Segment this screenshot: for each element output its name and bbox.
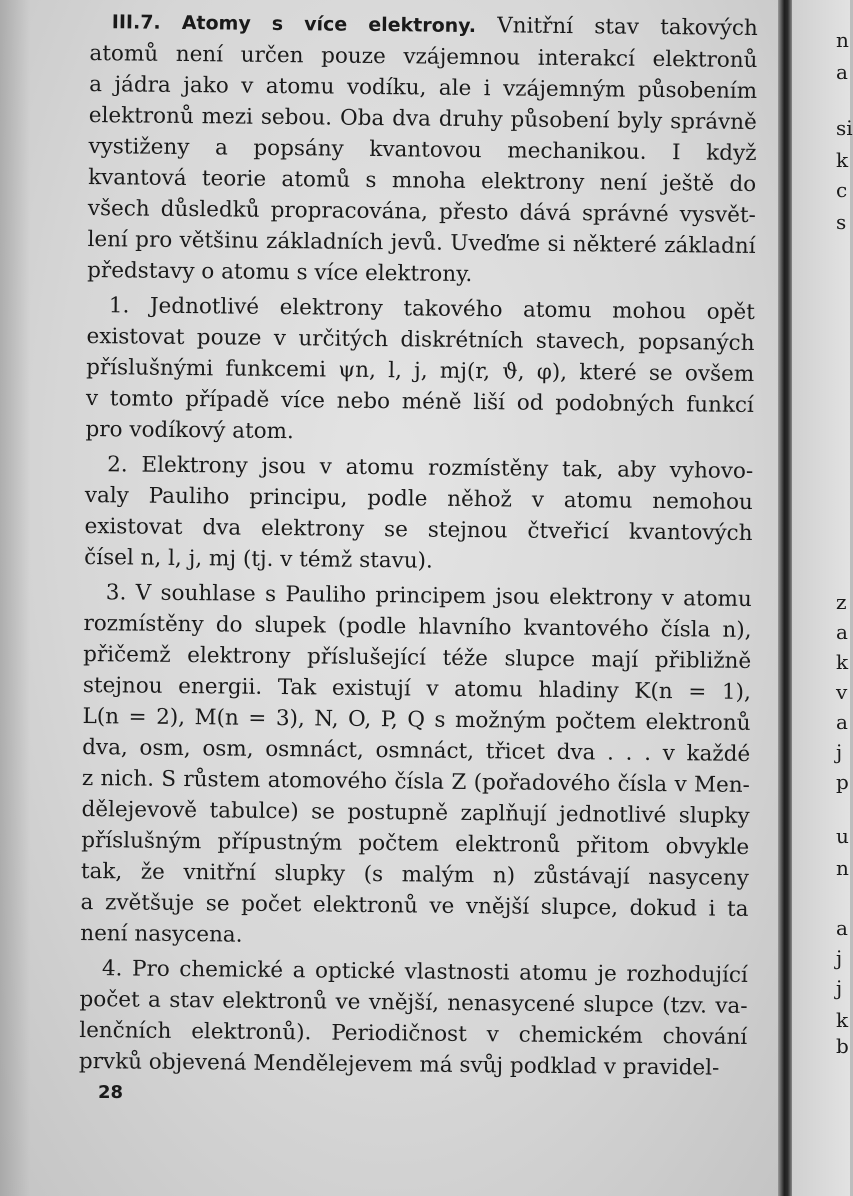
section-title: Atomy s více elektrony. — [160, 11, 498, 38]
item3-line: dva, osm, osm, osmnáct, osmnáct, třicet dva . . . v každé — [82, 734, 751, 767]
item3-line: rozmístěny do slupek (podle hlavního kvantového čísla n), — [83, 610, 752, 643]
item1-line: 1. Jednotlivé elektrony takového atomu mohou opět — [108, 293, 755, 325]
adjacent-page-letter: v — [836, 680, 848, 704]
item3-line: a zvětšuje se počet elektronů ve vnější slupce, dokud i ta — [80, 889, 749, 922]
page-shadow — [0, 0, 30, 1196]
item3-line: není nasycena. — [80, 920, 243, 948]
item4-line: prvků objevená Mendělejevem má svůj podklad v pravidel- — [78, 1048, 720, 1081]
section-number: III.7. — [111, 11, 161, 34]
item2-line: čísel n, l, j, mj (tj. v témž stavu). — [84, 544, 433, 574]
intro-line: atomů není určen pouze vzájemnou interakcí elektronů — [89, 40, 758, 73]
adjacent-page-letter: k — [836, 650, 849, 674]
item3-line: L(n = 2), M(n = 3), N, O, P, Q s možným počtem elektronů — [82, 703, 751, 736]
item3-line: příslušným přípustným počtem elektronů přitom obvykle — [81, 827, 750, 860]
adjacent-page-letter: a — [836, 710, 848, 734]
intro-line: kvantová teorie atomů s mnoha elektrony není ještě do — [88, 164, 757, 197]
item3-line: tak, že vnitřní slupky (s malým n) zůstávají nasyceny — [80, 858, 750, 891]
adjacent-page-letter: n — [836, 28, 849, 52]
adjacent-page-letter: u — [836, 824, 849, 848]
item4-line: počet a stav elektronů ve vnější, nenasycené slupce (tzv. va- — [79, 986, 748, 1019]
adjacent-page-letter: a — [836, 60, 848, 84]
adjacent-page-letter: j — [836, 740, 843, 764]
adjacent-page-letter: k — [836, 148, 849, 172]
item4-line: lenčních elektronů). Periodičnost v chemickém chování — [79, 1017, 748, 1050]
adjacent-page-letter: a — [836, 620, 848, 644]
item2-line: existovat dva elektrony se stejnou čtveřicí kvantových — [84, 513, 753, 546]
intro-text: Vnitřní stav takových — [497, 13, 758, 41]
item3-line: dělejevově tabulce) se postupně zaplňují jednotlivé slupky — [81, 796, 750, 829]
adjacent-page-letter: j — [836, 946, 843, 970]
item4-line: 4. Pro chemické a optické vlastnosti atomu je rozhodující — [101, 956, 749, 988]
page-number: 28 — [98, 1082, 124, 1103]
page-text — [79, 6, 758, 1084]
adjacent-page-letter: s — [836, 210, 847, 234]
adjacent-page-letter: b — [836, 1034, 849, 1058]
item3-line: přičemž elektrony příslušející téže slupce mají přibližně — [83, 641, 752, 674]
intro-line: představy o atomu s více elektrony. — [87, 257, 473, 288]
item1-line: příslušnými funkcemi ψn, l, j, mj(r, ϑ, φ), které se ovšem — [86, 354, 755, 387]
item3-line: z nich. S růstem atomového čísla Z (pořadového čísla v Men- — [81, 765, 751, 798]
adjacent-page-letter: z — [836, 590, 847, 614]
item1-line: existovat pouze v určitých diskrétních stavech, popsaných — [86, 323, 755, 356]
intro-line: elektronů mezi sebou. Oba dva druhy působení byly správně — [88, 102, 757, 135]
item1-line: v tomto případě více nebo méně liší od podobných funkcí — [85, 385, 754, 418]
adjacent-page-letter: c — [836, 178, 848, 202]
adjacent-page-letter: si — [836, 116, 853, 140]
item2-line: valy Pauliho principu, podle něhož v atomu nemohou — [84, 482, 753, 515]
item2-line: 2. Elektrony jsou v atomu rozmístěny tak, aby vyhovo- — [107, 452, 754, 484]
intro-line: lení pro většinu základních jevů. Uveďme si některé základní — [87, 226, 756, 259]
adjacent-page-letter: j — [836, 976, 843, 1000]
intro-line: a jádra jako v atomu vodíku, ale i vzájemným působením — [89, 71, 758, 104]
book-gutter — [778, 0, 792, 1196]
intro-line: všech důsledků propracována, přesto dává správné vysvět- — [87, 195, 756, 228]
item1-line: pro vodíkový atom. — [85, 416, 294, 445]
item3-line: 3. V souhlase s Pauliho principem jsou elektrony v atomu — [105, 580, 752, 612]
intro-line: vystiženy a popsány kvantovou mechanikou. I když — [88, 133, 757, 166]
adjacent-page-letter: k — [836, 1008, 849, 1032]
item3-line: stejnou energii. Tak existují v atomu hladiny K(n = 1), — [82, 672, 751, 705]
adjacent-page-edge — [792, 0, 853, 1196]
adjacent-page-letter: p — [836, 770, 849, 794]
adjacent-page-letter: a — [836, 916, 848, 940]
adjacent-page-letter: n — [836, 856, 849, 880]
